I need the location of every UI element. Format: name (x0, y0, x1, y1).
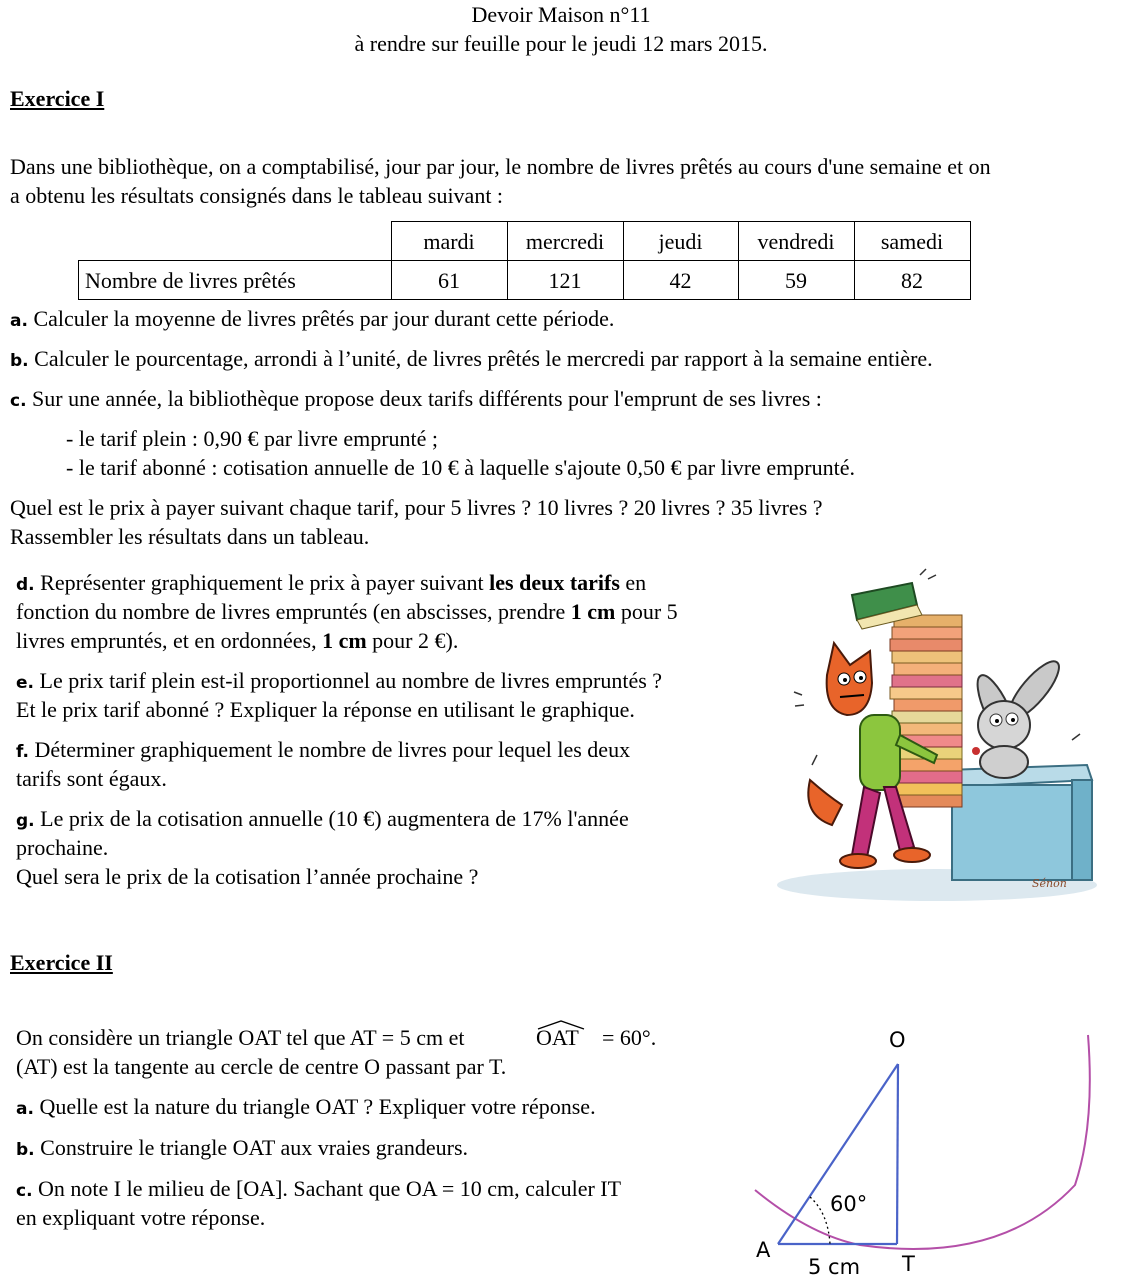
illustration-signature: Sénon (1032, 877, 1067, 890)
question-1g-line1 (16, 804, 629, 836)
loans-table-value: 121 (507, 261, 623, 300)
library-cartoon-illustration (772, 565, 1097, 905)
point-t-label: T (902, 1252, 915, 1276)
question-2a (16, 1092, 596, 1124)
question-1b (10, 344, 933, 376)
question-text: fonction du nombre de livres empruntés (en abscisses, prendre (16, 599, 566, 624)
loans-table-value: 42 (623, 261, 738, 300)
triangle-oat (778, 1064, 898, 1244)
loans-table-value-row (79, 261, 971, 300)
question-bold-text: 1 cm (322, 628, 367, 653)
triangle-circle-figure (750, 1025, 1110, 1284)
question-1d-line1 (16, 568, 646, 600)
question-text: Calculer la moyenne de livres prêtés par jour durant cette période. (33, 306, 615, 331)
loans-table-value: 61 (391, 261, 507, 300)
question-text: pour 2 €). (372, 628, 459, 653)
question-label: c. (16, 1181, 33, 1201)
question-2c-line1 (16, 1174, 621, 1206)
question-label: a. (16, 1099, 34, 1119)
question-1e-line1 (16, 666, 662, 698)
exercise-1-intro-line1: Dans une bibliothèque, on a comptabilisé, jour par jour, le nombre de livres prêtés au cours d'une semaine et on (10, 154, 991, 179)
loans-table-row-label: Nombre de livres prêtés (79, 261, 392, 300)
loans-table-header-row (79, 222, 971, 261)
question-1a (10, 304, 614, 336)
exercise-2-statement-line1 (16, 1023, 464, 1052)
gather-instruction: Rassembler les résultats dans un tableau. (10, 524, 370, 549)
statement-text: On considère un triangle OAT tel que AT = 5 cm et (16, 1025, 465, 1050)
question-label: c. (10, 391, 27, 411)
question-text: Quelle est la nature du triangle OAT ? Expliquer votre réponse. (39, 1094, 596, 1119)
angle-name: OAT (536, 1025, 579, 1050)
question-text: Le prix de la cotisation annuelle (10 €) augmentera de 17% l'année (40, 806, 629, 831)
loans-table-day: jeudi (623, 222, 738, 261)
question-1c (10, 384, 822, 416)
question-bold-text: 1 cm (570, 599, 616, 624)
question-bold-text: les deux tarifs (489, 570, 620, 595)
exercise-1-intro-line2: a obtenu les résultats consignés dans le tableau suivant : (10, 183, 504, 208)
document-subtitle: à rendre sur feuille pour le jeudi 12 mars 2015. (354, 31, 768, 56)
question-text: Calculer le pourcentage, arrondi à l’unité, de livres prêtés le mercredi par rapport à la semaine entière. (34, 346, 933, 371)
question-2b (16, 1133, 468, 1165)
question-1e-line2: Et le prix tarif abonné ? Expliquer la réponse en utilisant le graphique. (16, 697, 635, 722)
angle-value: = 60°. (602, 1025, 657, 1050)
document-title: Devoir Maison n°11 (471, 2, 651, 27)
exercise-2-statement-line2: (AT) est la tangente au cercle de centre O passant par T. (16, 1054, 507, 1079)
tarif-abonne: - le tarif abonné : cotisation annuelle de 10 € à laquelle s'ajoute 0,50 € par livre emprunté. (66, 455, 855, 480)
desk (947, 765, 1092, 880)
question-text: Représenter graphiquement le prix à payer suivant (40, 570, 484, 595)
loans-table (78, 221, 971, 300)
circle-arc (755, 1035, 1090, 1249)
question-label: e. (16, 673, 34, 693)
exercise-2-heading: Exercice II (10, 950, 113, 975)
segment-length-label: 5 cm (808, 1255, 861, 1279)
question-label: b. (16, 1140, 35, 1160)
question-1d-line3 (16, 626, 458, 655)
question-text: Déterminer graphiquement le nombre de livres pour lequel les deux (34, 737, 631, 762)
question-text: Sur une année, la bibliothèque propose deux tarifs différents pour l'emprunt de ses livres : (32, 386, 822, 411)
loans-table-corner (79, 222, 392, 261)
question-label: d. (16, 575, 35, 595)
question-text: Le prix tarif plein est-il proportionnel au nombre de livres empruntés ? (39, 668, 663, 693)
question-text: On note I le milieu de [OA]. Sachant que OA = 10 cm, calculer IT (38, 1176, 622, 1201)
loans-table-day: samedi (854, 222, 970, 261)
question-label: a. (10, 311, 28, 331)
question-label: b. (10, 351, 29, 371)
loans-table-day: mercredi (507, 222, 623, 261)
question-1f-line1 (16, 735, 630, 767)
angle-arc-marker (810, 1197, 830, 1244)
loans-table-value: 82 (854, 261, 970, 300)
loans-table-value: 59 (738, 261, 854, 300)
question-label: f. (16, 742, 29, 762)
question-1g-line2: prochaine. (16, 835, 109, 860)
point-a-label: A (756, 1238, 771, 1262)
tarif-plein: - le tarif plein : 0,90 € par livre emprunté ; (66, 426, 439, 451)
question-text: pour 5 (620, 599, 678, 624)
loans-table-day: vendredi (738, 222, 854, 261)
loans-table-day: mardi (391, 222, 507, 261)
angle-measure-label: 60° (830, 1192, 868, 1216)
question-1g-line3: Quel sera le prix de la cotisation l’année prochaine ? (16, 864, 479, 889)
price-question: Quel est le prix à payer suivant chaque tarif, pour 5 livres ? 10 livres ? 20 livres ? 35 livres ? (10, 495, 823, 520)
question-text: livres empruntés, et en ordonnées, (16, 628, 317, 653)
point-o-label: O (889, 1028, 906, 1052)
question-text: en (625, 570, 647, 595)
exercise-1-heading: Exercice I (10, 86, 105, 111)
question-1d-line2 (16, 597, 678, 626)
question-1f-line2: tarifs sont égaux. (16, 766, 167, 791)
question-2c-line2: en expliquant votre réponse. (16, 1205, 266, 1230)
question-text: Construire le triangle OAT aux vraies grandeurs. (40, 1135, 469, 1160)
rabbit (970, 655, 1066, 778)
question-label: g. (16, 811, 35, 831)
